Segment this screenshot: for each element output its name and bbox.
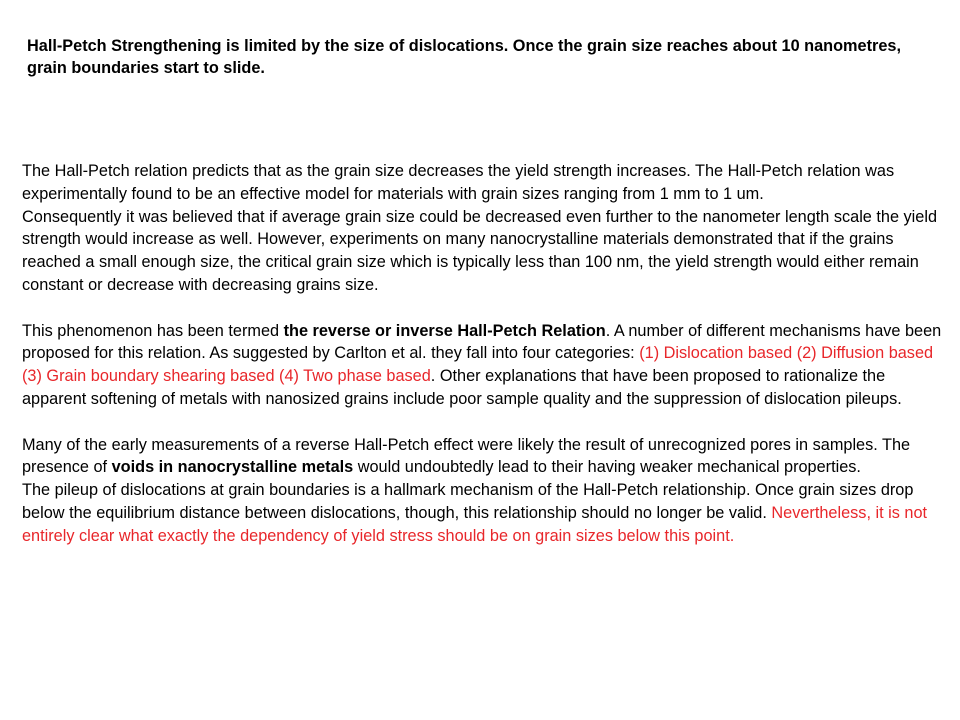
reverse-hall-petch-term: the reverse or inverse Hall-Petch Relation xyxy=(283,321,606,340)
reverse-text-part1: This phenomenon has been termed xyxy=(22,321,284,340)
paragraph-reverse-hall-petch xyxy=(22,320,942,411)
paragraph-dislocation-pileup xyxy=(22,479,942,547)
paragraph-pores xyxy=(22,434,942,480)
paragraph-hall-petch-intro: The Hall-Petch relation predicts that as the grain size decreases the yield strength increases. The Hall-Petch relation was experimentally found to be an effective model for materials with grain sizes ranging from 1 mm to 1 um. xyxy=(22,162,895,203)
slide-heading: Hall-Petch Strengthening is limited by the size of dislocations. Once the grain size reaches about 10 nanometres, grain boundaries start to slide. xyxy=(27,37,901,77)
paragraph-spacer xyxy=(22,297,942,320)
pores-text-part1: Many of the early measurements of a reverse Hall-Petch effect were likely the result of unrecognized pores in samples. The presence of xyxy=(22,435,911,477)
reverse-text-part2: . A number of different mechanisms have been proposed for this relation. As suggested by Carlton et al. they fall into four categories: xyxy=(22,321,942,363)
reverse-text-part3: . Other explanations that have been proposed to rationalize the apparent softening of metals with nanosized grains include poor sample quality and the suppression of dislocation pileups. xyxy=(22,367,902,408)
slide-body xyxy=(22,160,942,548)
voids-term: voids in nanocrystalline metals xyxy=(111,458,354,477)
pileup-text-part1: The pileup of dislocations at grain boundaries is a hallmark mechanism of the Hall-Petch relationship. Once grain sizes drop below the equilibrium distance between dislocations, though, this relationship should no longer be valid. xyxy=(22,481,914,522)
pileup-uncertainty-note: Nevertheless, it is not entirely clear what exactly the dependency of yield stress should be on grain sizes below this point. xyxy=(22,503,928,545)
mechanism-categories: (1) Dislocation based (2) Diffusion based (3) Grain boundary shearing based (4) Two phase based xyxy=(22,344,934,386)
paragraph-nanometer-expectation: Consequently it was believed that if average grain size could be decreased even further to the nanometer length scale the yield strength would increase as well. However, experiments on many nanocrystalline materials demonstrated that if the grains reached a small enough size, the critical grain size which is typically less than 100 nm, the yield strength would either remain constant or decrease with decreasing grains size. xyxy=(22,207,938,294)
paragraph-spacer xyxy=(22,411,942,434)
pores-text-part2: would undoubtedly lead to their having weaker mechanical properties. xyxy=(353,458,861,477)
